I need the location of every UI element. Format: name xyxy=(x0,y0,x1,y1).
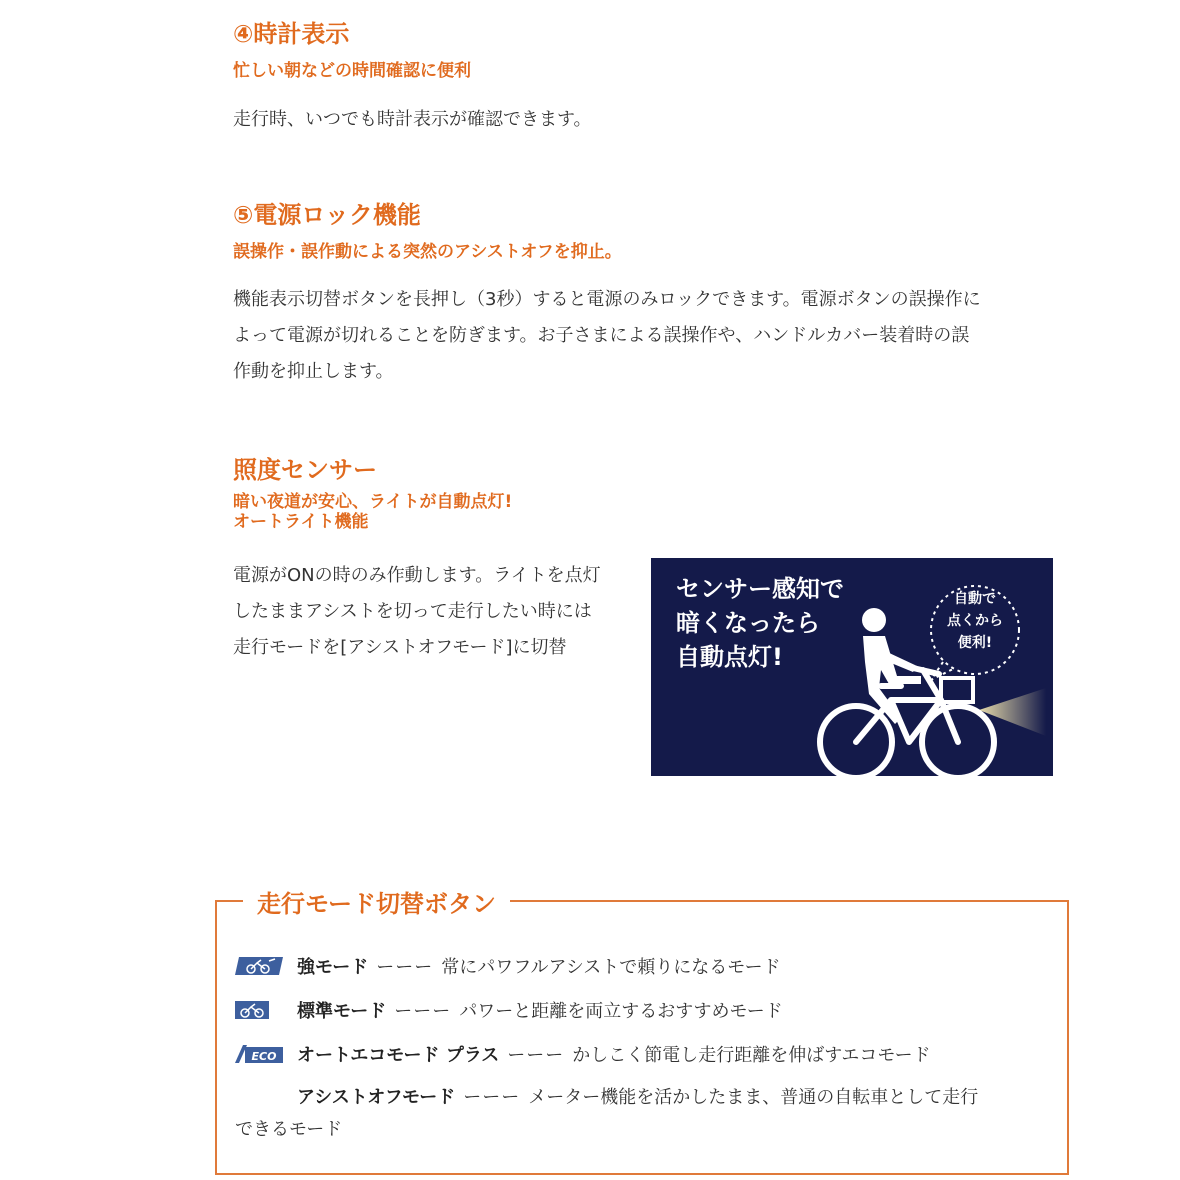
bubble-line: 点くから xyxy=(947,613,1003,629)
auto-light-illustration xyxy=(651,558,1053,776)
mode-description: 常にパワフルアシストで頼りになるモード xyxy=(441,957,781,978)
sensor-body-line: 電源がONの時のみ作動します。ライトを点灯 xyxy=(233,565,601,586)
mode-separator: ーーー xyxy=(394,1001,452,1022)
mode-row-strong xyxy=(235,952,781,980)
sensor-section-body xyxy=(233,558,601,666)
mode-description: メーター機能を活かしたまま、普通の自転車として走行 xyxy=(528,1087,979,1108)
sensor-section-subtitle xyxy=(233,492,512,532)
mode-name: オートエコモード プラス xyxy=(297,1045,500,1066)
sensor-section-title: 照度センサー xyxy=(233,456,377,484)
eco-icon-label: ECO xyxy=(251,1050,277,1063)
clock-section-body: 走行時、いつでも時計表示が確認できます。 xyxy=(233,109,592,130)
eco-mode-icon xyxy=(235,1043,283,1065)
mode-separator: ーーー xyxy=(463,1087,521,1108)
sensor-subtitle-line: 暗い夜道が安心、ライトが自動点灯! xyxy=(233,492,513,512)
sensor-body-line: 走行モードを[アシストオフモード]に切替 xyxy=(233,637,567,658)
mode-name: 標準モード xyxy=(297,1001,387,1022)
sensor-body-line: したままアシストを切って走行したい時には xyxy=(233,601,592,622)
mode-row-eco xyxy=(235,1040,931,1068)
power-lock-section-subtitle: 誤操作・誤作動による突然のアシストオフを抑止。 xyxy=(233,242,622,262)
mode-description-continued: できるモード xyxy=(235,1119,343,1140)
illustration-caption-line: 暗くなったら xyxy=(676,609,820,637)
standard-mode-icon xyxy=(235,999,283,1021)
mode-description: かしこく節電し走行距離を伸ばすエコモード xyxy=(572,1045,931,1066)
mode-name: アシストオフモード xyxy=(297,1087,456,1108)
clock-section-subtitle: 忙しい朝などの時間確認に便利 xyxy=(233,61,471,81)
illustration-caption-line: センサー感知で xyxy=(676,575,844,603)
mode-separator: ーーー xyxy=(376,957,434,978)
mode-row-assist-off xyxy=(235,1082,978,1110)
power-lock-section-title: ⑤電源ロック機能 xyxy=(233,201,421,229)
mode-switch-panel xyxy=(215,900,1069,1175)
mode-name: 強モード xyxy=(297,957,369,978)
mode-switch-title: 走行モード切替ボタン xyxy=(243,888,510,920)
illustration-caption-line: 自動点灯! xyxy=(676,643,783,671)
power-lock-body-line: 機能表示切替ボタンを長押し（3秒）すると電源のみロックできます。電源ボタンの誤操作に xyxy=(233,289,981,310)
mode-row-assist-off-cont xyxy=(235,1114,342,1142)
power-lock-body-line: 作動を抑止します。 xyxy=(233,361,394,382)
empty-icon-slot xyxy=(235,1085,283,1107)
sensor-subtitle-line: オートライト機能 xyxy=(233,512,369,532)
mode-row-standard xyxy=(235,996,783,1024)
bubble-line: 便利! xyxy=(957,635,993,651)
mode-description: パワーと距離を両立するおすすめモード xyxy=(459,1001,783,1022)
cyclist-icon xyxy=(651,558,1053,776)
power-lock-body-line: よって電源が切れることを防ぎます。お子さまによる誤操作や、ハンドルカバー装着時の誤 xyxy=(233,325,970,346)
clock-section-title: ④時計表示 xyxy=(233,20,350,48)
mode-separator: ーーー xyxy=(507,1045,565,1066)
bubble-line: 自動で xyxy=(954,591,996,607)
strong-mode-icon xyxy=(235,955,283,977)
power-lock-section-body xyxy=(233,282,981,390)
